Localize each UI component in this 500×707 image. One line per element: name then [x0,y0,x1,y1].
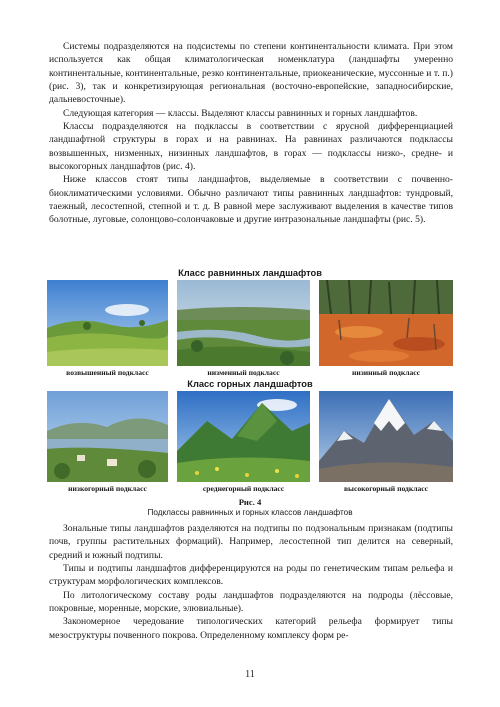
photo-low-mountain [47,391,168,482]
body-text-bottom [49,522,453,642]
paragraph: Ниже классов стоят типы ландшафтов, выделяемые в соответствии с почвенно-биоклиматическими условиями. Обычно различают типы равнинных ландшафтов: тундровый, таежный, лесостепной, степной и т. д. В равной мере заслуживают выделения в качестве типов болотные, луговые, солонцово-солончаковые и другие интразональные ландшафты (рис. 5). [49,174,453,226]
caption-upland: возвышенный подкласс [66,368,149,377]
figure-label: Рис. 4 [238,497,262,507]
paragraph: Зональные типы ландшафтов разделяются на подтипы по подзональным признакам (подтипы почв, группы растительных формаций). Например, лесостепной тип делится на северный, средний и южный подтипы. [49,523,453,561]
photo-lowland-plain [177,280,310,366]
paragraph: По литологическому составу роды ландшафтов подразделяются на подроды (лёссовые, покровные, моренные, морские, элювиальные). [49,589,453,615]
photo-low-lying-plain [319,280,453,366]
paragraph: Классы подразделяются на подклассы в соответствии с ярусной дифференциацией ландшафтной структуры в горах и на равнинах. На равнинах различаются подклассы возвышенных, низменных, низинных ландшафтов, в горах — подклассы низко-, средне- и высокогорных ландшафтов (рис. 4). [49,121,453,173]
paragraph: Системы подразделяются на подсистемы по степени континентальности климата. При этом используется как общая климатологическая номенклатура (ландшафты умеренно континентальные, континентальные, резко континентальные, приокеанические, муссонные и т. п.) (рис. 3), так и конкретизирующая региональная (восточно-европейские, западносибирские, дальневосточные). [49,41,453,106]
photo-mid-mountain [177,391,310,482]
caption-low-lying: низинный подкласс [351,368,421,377]
photo-upland-plain [47,280,168,366]
plain-class-title: Класс равнинных ландшафтов [178,268,322,278]
caption-low-mountain: низкогорный подкласс [68,484,147,493]
mountain-class-title: Класс горных ландшафтов [187,379,313,389]
caption-high-mountain: высокогорный подкласс [343,484,429,493]
paragraph: Типы и подтипы ландшафтов дифференцируются на роды по генетическим типам рельефа и структурам морфологических комплексов. [49,563,453,588]
figure-caption: Подклассы равнинных и горных классов ландшафтов [147,508,353,517]
paragraph: Закономерное чередование типологических категорий рельефа формирует типы мезоструктуры почвенного покрова. Определенному комплексу форм ре- [49,616,453,641]
body-text-top [49,40,453,227]
paragraph: Следующая категория — классы. Выделяют классы равнинных и горных ландшафтов. [63,107,418,119]
caption-lowland: низменный подкласс [207,368,280,377]
caption-mid-mountain: среднегорный подкласс [202,484,285,493]
page-number: 11 [245,669,255,680]
photo-high-mountain [319,391,453,482]
